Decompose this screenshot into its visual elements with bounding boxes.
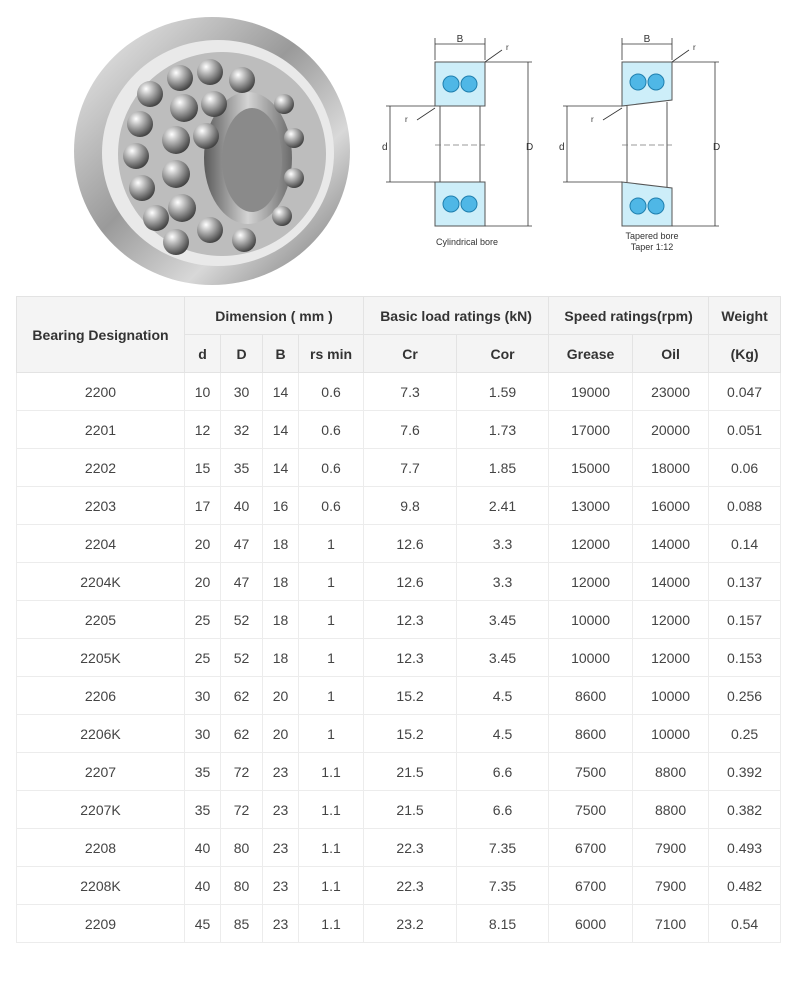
cell-rs-min: 0.6 [299, 487, 364, 525]
cell-D: 80 [221, 829, 263, 867]
cell-cr: 7.7 [364, 449, 457, 487]
cell-oil: 7900 [633, 867, 709, 905]
cell-grease: 19000 [549, 373, 633, 411]
cell-d: 30 [185, 677, 221, 715]
radius-label: r [591, 115, 594, 124]
cell-oil: 10000 [633, 715, 709, 753]
cell-D: 32 [221, 411, 263, 449]
cell-grease: 7500 [549, 753, 633, 791]
cell-weight: 0.25 [709, 715, 781, 753]
table-row [17, 715, 781, 753]
tapered-bore-caption-line2: Taper 1:12 [630, 242, 674, 252]
cell-grease: 15000 [549, 449, 633, 487]
cell-cor: 6.6 [457, 753, 549, 791]
cell-d: 12 [185, 411, 221, 449]
cell-d: 35 [185, 791, 221, 829]
cell-cor: 3.45 [457, 639, 549, 677]
cell-cor: 1.85 [457, 449, 549, 487]
header-bearing-designation: Bearing Designation [17, 297, 185, 373]
cell-d: 35 [185, 753, 221, 791]
cell-rs-min: 0.6 [299, 411, 364, 449]
cell-oil: 7900 [633, 829, 709, 867]
cell-d: 10 [185, 373, 221, 411]
cell-oil: 14000 [633, 525, 709, 563]
cell-oil: 20000 [633, 411, 709, 449]
cell-d: 40 [185, 867, 221, 905]
cell-cr: 22.3 [364, 867, 457, 905]
cell-rs-min: 1 [299, 715, 364, 753]
cell-oil: 18000 [633, 449, 709, 487]
cell-cor: 1.59 [457, 373, 549, 411]
cell-grease: 12000 [549, 563, 633, 601]
table-row [17, 487, 781, 525]
cell-weight: 0.493 [709, 829, 781, 867]
tapered-bore-caption [592, 231, 712, 253]
header-weight: Weight [709, 297, 781, 335]
table-row [17, 677, 781, 715]
cell-d: 17 [185, 487, 221, 525]
cell-cr: 12.6 [364, 525, 457, 563]
cell-cor: 4.5 [457, 715, 549, 753]
cell-D: 72 [221, 791, 263, 829]
header-basic-load-ratings: Basic load ratings (kN) [364, 297, 549, 335]
table-row [17, 867, 781, 905]
cell-cor: 3.45 [457, 601, 549, 639]
width-label: B [456, 34, 464, 45]
table-row [17, 639, 781, 677]
cell-grease: 6700 [549, 829, 633, 867]
inner-diameter-label: d [559, 142, 565, 153]
inner-diameter-label: d [382, 142, 388, 153]
table-row [17, 525, 781, 563]
cell-B: 18 [263, 563, 299, 601]
header-d-inner: d [185, 335, 221, 373]
table-row [17, 829, 781, 867]
cell-cr: 21.5 [364, 753, 457, 791]
radius-label: r [405, 115, 408, 124]
cell-cr: 15.2 [364, 677, 457, 715]
cell-weight: 0.392 [709, 753, 781, 791]
cell-grease: 7500 [549, 791, 633, 829]
header-cor: Cor [457, 335, 549, 373]
cell-weight: 0.256 [709, 677, 781, 715]
cell-B: 14 [263, 373, 299, 411]
header-rs-min: rs min [299, 335, 364, 373]
cell-grease: 6700 [549, 867, 633, 905]
cell-D: 72 [221, 753, 263, 791]
cell-cr: 9.8 [364, 487, 457, 525]
table-row [17, 449, 781, 487]
cell-d: 20 [185, 525, 221, 563]
cell-D: 85 [221, 905, 263, 943]
cell-d: 20 [185, 563, 221, 601]
cell-cor: 7.35 [457, 867, 549, 905]
cell-B: 18 [263, 601, 299, 639]
cell-cor: 6.6 [457, 791, 549, 829]
cell-oil: 12000 [633, 601, 709, 639]
cell-oil: 8800 [633, 753, 709, 791]
radius-label: r [506, 43, 509, 52]
cell-cr: 12.3 [364, 601, 457, 639]
cell-cr: 7.6 [364, 411, 457, 449]
cell-B: 16 [263, 487, 299, 525]
cell-oil: 16000 [633, 487, 709, 525]
cell-rs-min: 1 [299, 677, 364, 715]
cell-weight: 0.051 [709, 411, 781, 449]
header-oil: Oil [633, 335, 709, 373]
cell-weight: 0.137 [709, 563, 781, 601]
outer-diameter-label: D [713, 142, 721, 153]
cell-designation: 2205K [17, 639, 185, 677]
radius-label: r [693, 43, 696, 52]
cell-grease: 8600 [549, 715, 633, 753]
cell-designation: 2207K [17, 791, 185, 829]
cell-grease: 12000 [549, 525, 633, 563]
cell-oil: 14000 [633, 563, 709, 601]
cell-D: 30 [221, 373, 263, 411]
header-row-groups [17, 297, 781, 335]
cell-designation: 2206 [17, 677, 185, 715]
cell-B: 14 [263, 411, 299, 449]
cell-cor: 2.41 [457, 487, 549, 525]
cell-cor: 3.3 [457, 525, 549, 563]
cell-oil: 8800 [633, 791, 709, 829]
cell-D: 52 [221, 639, 263, 677]
cell-cr: 22.3 [364, 829, 457, 867]
cell-cor: 8.15 [457, 905, 549, 943]
cell-cr: 21.5 [364, 791, 457, 829]
cell-B: 23 [263, 867, 299, 905]
header-b-width: B [263, 335, 299, 373]
cell-oil: 7100 [633, 905, 709, 943]
cell-B: 18 [263, 525, 299, 563]
cell-rs-min: 0.6 [299, 373, 364, 411]
cell-weight: 0.088 [709, 487, 781, 525]
cell-grease: 8600 [549, 677, 633, 715]
cell-designation: 2204 [17, 525, 185, 563]
outer-diameter-label: D [526, 142, 534, 153]
bearing-spec-table [16, 296, 781, 943]
header-cr: Cr [364, 335, 457, 373]
cell-oil: 12000 [633, 639, 709, 677]
tapered-bore-diagram [555, 30, 733, 260]
table-row [17, 905, 781, 943]
table-row [17, 753, 781, 791]
cell-cr: 15.2 [364, 715, 457, 753]
cell-weight: 0.14 [709, 525, 781, 563]
table-row [17, 791, 781, 829]
cell-weight: 0.157 [709, 601, 781, 639]
cell-rs-min: 1.1 [299, 829, 364, 867]
cell-rs-min: 0.6 [299, 449, 364, 487]
header-grease: Grease [549, 335, 633, 373]
product-figures [0, 0, 800, 296]
header-dimension: Dimension ( mm ) [185, 297, 364, 335]
cell-cr: 7.3 [364, 373, 457, 411]
cell-rs-min: 1.1 [299, 905, 364, 943]
cell-cr: 12.3 [364, 639, 457, 677]
table-row [17, 373, 781, 411]
cell-d: 40 [185, 829, 221, 867]
cell-designation: 2204K [17, 563, 185, 601]
cell-B: 23 [263, 905, 299, 943]
table-header [17, 297, 781, 373]
cell-weight: 0.482 [709, 867, 781, 905]
cell-cor: 7.35 [457, 829, 549, 867]
cell-d: 25 [185, 639, 221, 677]
cell-D: 62 [221, 715, 263, 753]
cell-D: 47 [221, 525, 263, 563]
cell-oil: 10000 [633, 677, 709, 715]
cell-cor: 4.5 [457, 677, 549, 715]
cell-B: 20 [263, 715, 299, 753]
cell-grease: 13000 [549, 487, 633, 525]
cell-weight: 0.047 [709, 373, 781, 411]
cell-designation: 2202 [17, 449, 185, 487]
cylindrical-bore-caption: Cylindrical bore [435, 237, 499, 247]
table-row [17, 563, 781, 601]
width-label: B [643, 34, 651, 45]
cell-weight: 0.153 [709, 639, 781, 677]
cell-designation: 2200 [17, 373, 185, 411]
cell-oil: 23000 [633, 373, 709, 411]
cell-cr: 12.6 [364, 563, 457, 601]
cell-weight: 0.06 [709, 449, 781, 487]
table-row [17, 601, 781, 639]
cell-designation: 2206K [17, 715, 185, 753]
table-body [17, 373, 781, 943]
cell-grease: 10000 [549, 639, 633, 677]
cell-cor: 3.3 [457, 563, 549, 601]
cylindrical-bore-diagram [372, 30, 550, 260]
cell-B: 20 [263, 677, 299, 715]
cell-cr: 23.2 [364, 905, 457, 943]
cell-B: 23 [263, 829, 299, 867]
cell-B: 23 [263, 791, 299, 829]
header-speed-ratings: Speed ratings(rpm) [549, 297, 709, 335]
cell-rs-min: 1.1 [299, 753, 364, 791]
cell-rs-min: 1 [299, 601, 364, 639]
cell-rs-min: 1 [299, 639, 364, 677]
cell-designation: 2207 [17, 753, 185, 791]
cell-rs-min: 1 [299, 563, 364, 601]
cell-weight: 0.54 [709, 905, 781, 943]
cell-rs-min: 1.1 [299, 791, 364, 829]
cell-D: 52 [221, 601, 263, 639]
cell-designation: 2201 [17, 411, 185, 449]
cell-weight: 0.382 [709, 791, 781, 829]
header-weight-unit: (Kg) [709, 335, 781, 373]
header-d-outer: D [221, 335, 263, 373]
cell-designation: 2209 [17, 905, 185, 943]
table-row [17, 411, 781, 449]
cell-designation: 2203 [17, 487, 185, 525]
cell-designation: 2208 [17, 829, 185, 867]
cell-D: 35 [221, 449, 263, 487]
cell-D: 47 [221, 563, 263, 601]
cell-d: 25 [185, 601, 221, 639]
cell-D: 62 [221, 677, 263, 715]
cell-designation: 2205 [17, 601, 185, 639]
cell-grease: 10000 [549, 601, 633, 639]
cell-D: 40 [221, 487, 263, 525]
cell-rs-min: 1.1 [299, 867, 364, 905]
cell-cor: 1.73 [457, 411, 549, 449]
cell-designation: 2208K [17, 867, 185, 905]
bearing-photo [72, 8, 362, 290]
cell-d: 15 [185, 449, 221, 487]
cell-d: 30 [185, 715, 221, 753]
cell-D: 80 [221, 867, 263, 905]
cell-grease: 17000 [549, 411, 633, 449]
cell-B: 18 [263, 639, 299, 677]
cell-B: 23 [263, 753, 299, 791]
tapered-bore-caption-line1: Tapered bore [625, 231, 679, 241]
cell-grease: 6000 [549, 905, 633, 943]
cell-B: 14 [263, 449, 299, 487]
cell-rs-min: 1 [299, 525, 364, 563]
cell-d: 45 [185, 905, 221, 943]
